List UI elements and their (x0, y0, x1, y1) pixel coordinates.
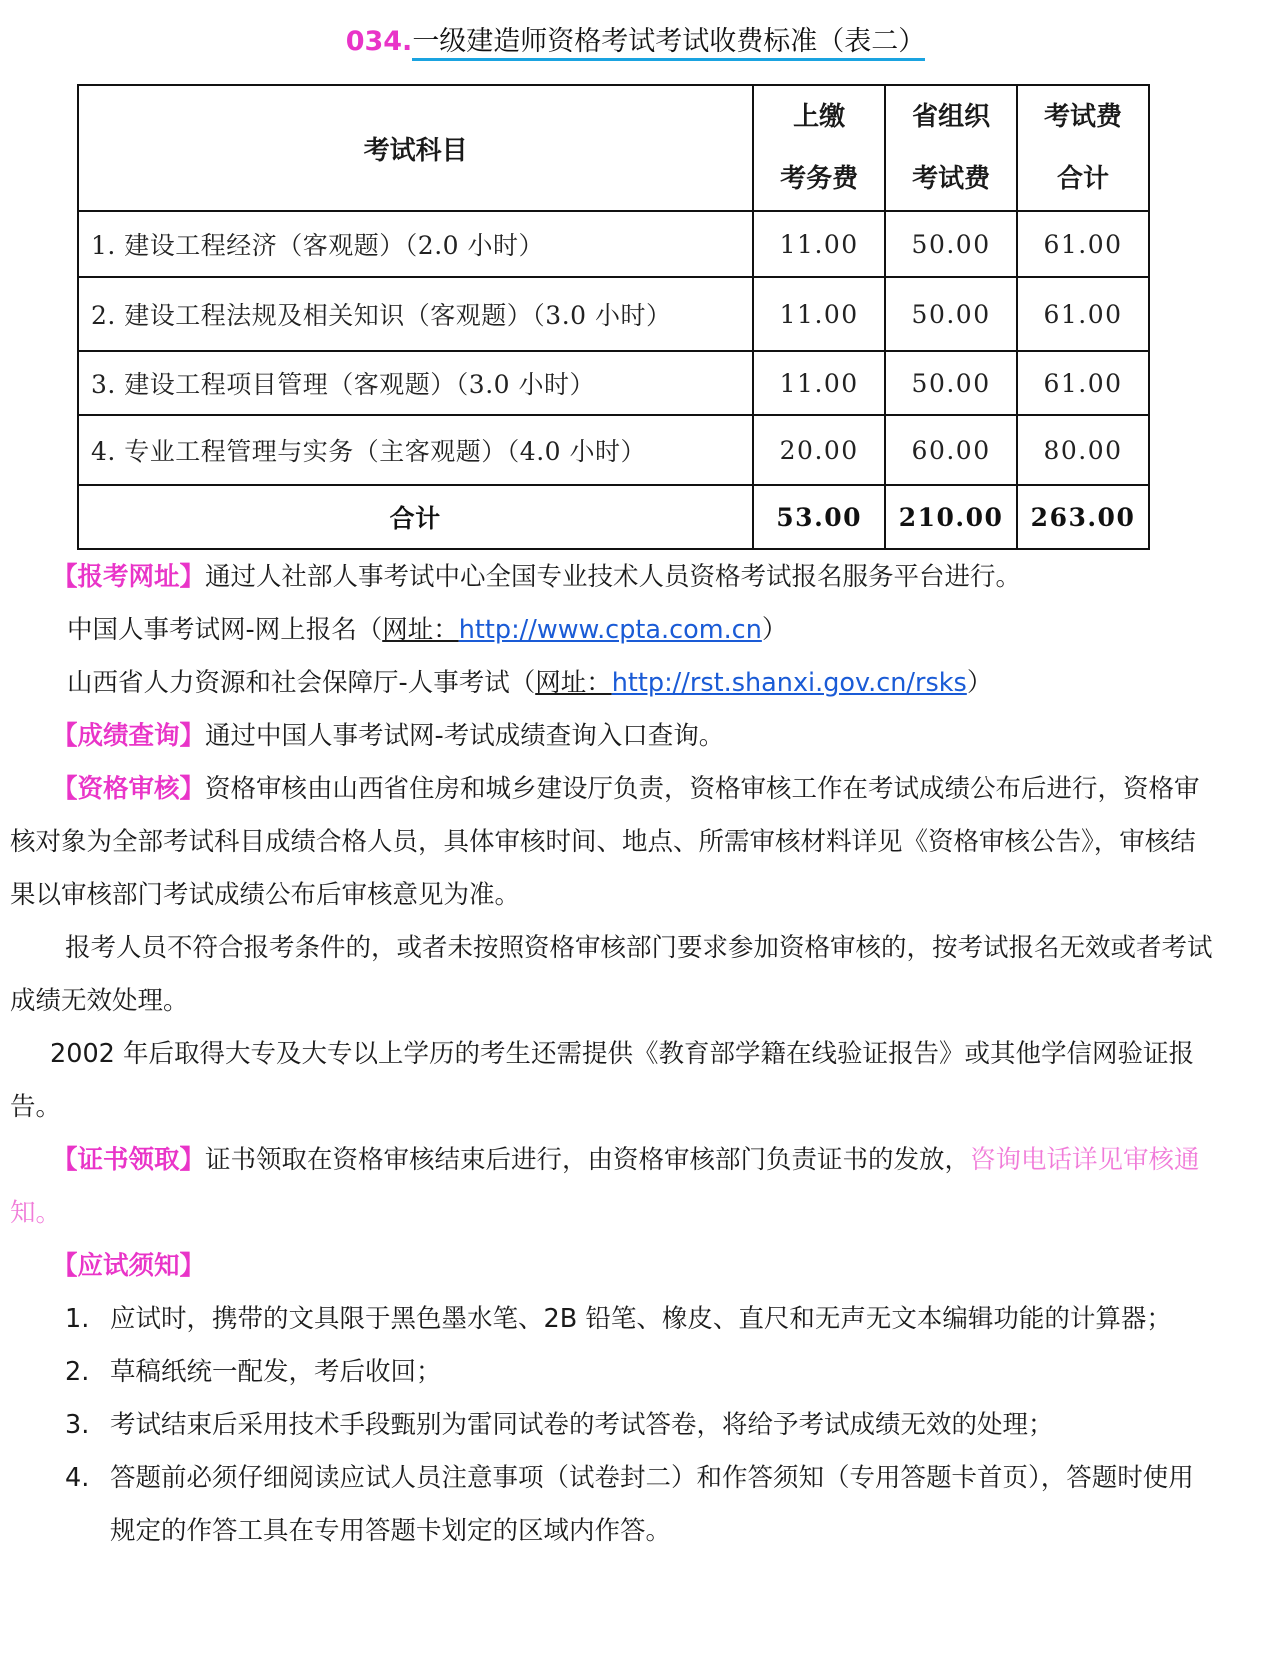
register-tag: 【报考网址】 (52, 562, 206, 592)
score-tag: 【成绩查询】 (52, 721, 206, 751)
row-value: 60.00 (885, 415, 1017, 485)
certificate-tag: 【证书领取】 (52, 1145, 206, 1175)
register-text: 通过人社部人事考试中心全国专业技术人员资格考试报名服务平台进行。 (205, 562, 1022, 592)
document-body (10, 551, 1215, 1558)
row-subject: 2. 建设工程法规及相关知识（客观题）（3.0 小时） (78, 277, 753, 351)
row-value: 20.00 (753, 415, 885, 485)
table-total-row (78, 485, 1149, 549)
certificate-paragraph: 【证书领取】证书领取在资格审核结束后进行，由资格审核部门负责证书的发放，咨询电话详见审核通知。 (10, 1145, 1200, 1228)
header-subject: 考试科目 (78, 85, 753, 211)
table-row (78, 415, 1149, 485)
header-col1: 上缴 考务费 (753, 85, 885, 211)
table-row (78, 351, 1149, 415)
review-tag: 【资格审核】 (52, 774, 206, 804)
row-value: 61.00 (1017, 351, 1149, 415)
row-value: 11.00 (753, 351, 885, 415)
list-item: 1. 应试时，携带的文具限于黑色墨水笔、2B 铅笔、橡皮、直尺和无声无文本编辑功能的计算器； (65, 1304, 1172, 1334)
table-row (78, 277, 1149, 351)
review-paragraph: 【资格审核】资格审核由山西省住房和城乡建设厅负责，资格审核工作在考试成绩公布后进行，资格审核对象为全部考试科目成绩合格人员，具体审核时间、地点、所需审核材料详见《资格审核公告》，审核结果以审核部门考试成绩公布后审核意见为准。 (10, 774, 1200, 910)
certificate-highlight: 咨询电话详见审核通知。 (10, 1145, 1200, 1228)
row-subject: 1. 建设工程经济（客观题）（2.0 小时） (78, 211, 753, 277)
review-paragraph-3: 2002 年后取得大专及大专以上学历的考生还需提供《教育部学籍在线验证报告》或其他学信网验证报告。 (10, 1039, 1195, 1122)
row-subject: 3. 建设工程项目管理（客观题）（3.0 小时） (78, 351, 753, 415)
row-value: 80.00 (1017, 415, 1149, 485)
row-subject: 4. 专业工程管理与实务（主客观题）（4.0 小时） (78, 415, 753, 485)
page-title (0, 22, 1271, 62)
shanxi-rsks-link[interactable]: http://rst.shanxi.gov.cn/rsks (611, 668, 967, 698)
list-item: 2. 草稿纸统一配发，考后收回； (65, 1357, 442, 1387)
row-value: 50.00 (885, 211, 1017, 277)
row-value: 61.00 (1017, 211, 1149, 277)
score-paragraph: 【成绩查询】通过中国人事考试网-考试成绩查询入口查询。 (52, 721, 725, 751)
total-label: 合计 (78, 485, 753, 549)
table-row (78, 211, 1149, 277)
title-number: 034. (345, 26, 413, 57)
register-paragraph (10, 551, 1215, 604)
fee-table (77, 84, 1150, 550)
notice-heading (10, 1240, 1215, 1293)
total-value: 263.00 (1017, 485, 1149, 549)
total-value: 210.00 (885, 485, 1017, 549)
list-item: 3. 考试结束后采用技术手段甄别为雷同试卷的考试答卷，将给予考试成绩无效的处理； (65, 1410, 1054, 1440)
header-col2: 省组织 考试费 (885, 85, 1017, 211)
notice-tag: 【应试须知】 (52, 1251, 206, 1281)
review-paragraph-2: 报考人员不符合报考条件的，或者未按照资格审核部门要求参加资格审核的，按考试报名无效或者考试成绩无效处理。 (10, 933, 1213, 1016)
table-header-row (78, 85, 1149, 211)
row-value: 11.00 (753, 211, 885, 277)
register-line-2: 山西省人力资源和社会保障厅-人事考试（网址：http://rst.shanxi.gov.cn/rsks） (67, 668, 993, 698)
register-line-1: 中国人事考试网-网上报名（网址：http://www.cpta.com.cn） (67, 615, 788, 645)
title-text: 一级建造师资格考试考试收费标准（表二） (412, 26, 925, 61)
header-col3: 考试费 合计 (1017, 85, 1149, 211)
row-value: 61.00 (1017, 277, 1149, 351)
row-value: 50.00 (885, 351, 1017, 415)
row-value: 11.00 (753, 277, 885, 351)
list-item: 4. 答题前必须仔细阅读应试人员注意事项（试卷封二）和作答须知（专用答题卡首页），答题时使用规定的作答工具在专用答题卡划定的区域内作答。 (65, 1463, 1194, 1546)
row-value: 50.00 (885, 277, 1017, 351)
total-value: 53.00 (753, 485, 885, 549)
cpta-link[interactable]: http://www.cpta.com.cn (458, 615, 762, 645)
